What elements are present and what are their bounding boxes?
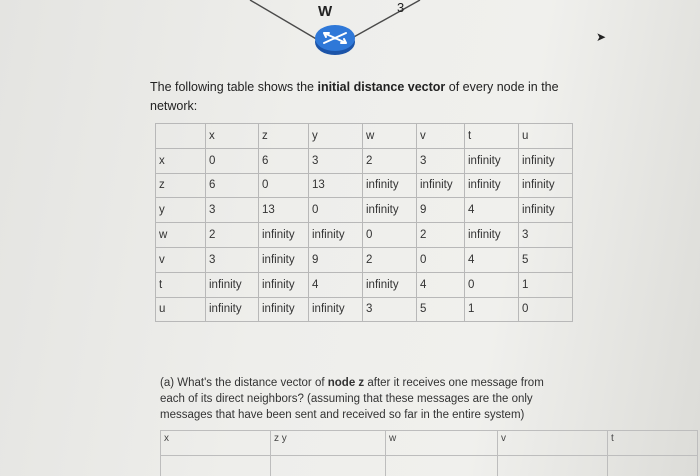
header-cell: t [465,124,519,149]
answer-input-cell[interactable] [608,456,698,476]
table-cell: infinity [259,247,309,272]
row-label-cell: z [156,173,206,198]
row-label-cell: w [156,223,206,248]
table-cell: 9 [417,198,465,223]
table-row [156,223,573,248]
table-row [156,247,573,272]
table-cell: infinity [309,297,363,322]
table-cell: infinity [465,223,519,248]
table-header-row [156,124,573,149]
table-cell: 9 [309,247,363,272]
answer-input-v[interactable] [501,458,607,472]
answer-input-t[interactable] [611,458,697,472]
header-cell: x [206,124,259,149]
table-cell: 2 [206,223,259,248]
answer-header-cell: t [608,431,698,456]
edge-cost-label: 3 [397,0,405,15]
answer-header-cell: x [161,431,271,456]
table-cell: infinity [519,173,573,198]
table-cell: 1 [519,272,573,297]
distance-vector-table [155,123,573,322]
answer-input-w[interactable] [389,458,497,472]
table-cell: 5 [519,247,573,272]
table-cell: 4 [309,272,363,297]
row-label-cell: y [156,198,206,223]
table-cell: 0 [519,297,573,322]
row-label-cell: t [156,272,206,297]
table-cell: 2 [417,223,465,248]
table-cell: 0 [465,272,519,297]
answer-header-cell: w [386,431,498,456]
mouse-cursor-icon: ➤ [596,30,607,44]
table-cell: infinity [519,148,573,173]
answer-input-row [161,456,698,476]
table-cell: 4 [465,198,519,223]
network-diagram [0,0,700,80]
table-cell: infinity [363,198,417,223]
header-cell: z [259,124,309,149]
table-cell: infinity [465,173,519,198]
answer-input-cell[interactable] [386,456,498,476]
header-cell: w [363,124,417,149]
row-label-cell: x [156,148,206,173]
router-label: W [318,3,333,20]
table-cell: 0 [259,173,309,198]
table-cell: 2 [363,247,417,272]
table-cell: 0 [309,198,363,223]
table-cell: 13 [259,198,309,223]
header-cell: u [519,124,573,149]
table-cell: 3 [519,223,573,248]
table-cell: 3 [206,198,259,223]
table-cell: 0 [206,148,259,173]
table-row [156,297,573,322]
table-cell: infinity [519,198,573,223]
table-cell: infinity [465,148,519,173]
answer-header-row [161,431,698,456]
table-cell: infinity [206,272,259,297]
answer-input-x[interactable] [164,458,270,472]
table-cell: infinity [363,272,417,297]
table-cell: 0 [363,223,417,248]
table-row [156,198,573,223]
table-cell: 13 [309,173,363,198]
question-text: (a) What's the distance vector of node z after it receives one message from each of its direct neighbors? (assuming that these messages are the only messages that have been sent and received so far in the entire system) [160,377,544,421]
intro-text: The following table shows the initial distance vector of every node in the network: [150,80,559,113]
table-cell: infinity [259,223,309,248]
edge-right [352,0,420,38]
table-row [156,173,573,198]
header-cell: v [417,124,465,149]
table-cell: 6 [259,148,309,173]
table-cell: infinity [309,223,363,248]
answer-input-cell[interactable] [271,456,386,476]
table-cell: infinity [206,297,259,322]
table-cell: 3 [417,148,465,173]
table-cell: 6 [206,173,259,198]
table-cell: infinity [259,272,309,297]
answer-header-cell: z y [271,431,386,456]
table-cell: 1 [465,297,519,322]
answer-input-cell[interactable] [161,456,271,476]
edge-left [250,0,318,40]
table-cell: infinity [259,297,309,322]
table-cell: 3 [206,247,259,272]
answer-table [160,430,698,476]
table-cell: 5 [417,297,465,322]
row-label-cell: v [156,247,206,272]
answer-input-z-y[interactable] [274,458,385,472]
header-cell [156,124,206,149]
table-cell: infinity [363,173,417,198]
row-label-cell: u [156,297,206,322]
table-cell: 3 [309,148,363,173]
answer-header-cell: v [498,431,608,456]
table-cell: 4 [465,247,519,272]
table-cell: 3 [363,297,417,322]
header-cell: y [309,124,363,149]
table-cell: infinity [417,173,465,198]
table-cell: 0 [417,247,465,272]
table-cell: 4 [417,272,465,297]
table-row [156,272,573,297]
table-row [156,148,573,173]
table-cell: 2 [363,148,417,173]
answer-input-cell[interactable] [498,456,608,476]
